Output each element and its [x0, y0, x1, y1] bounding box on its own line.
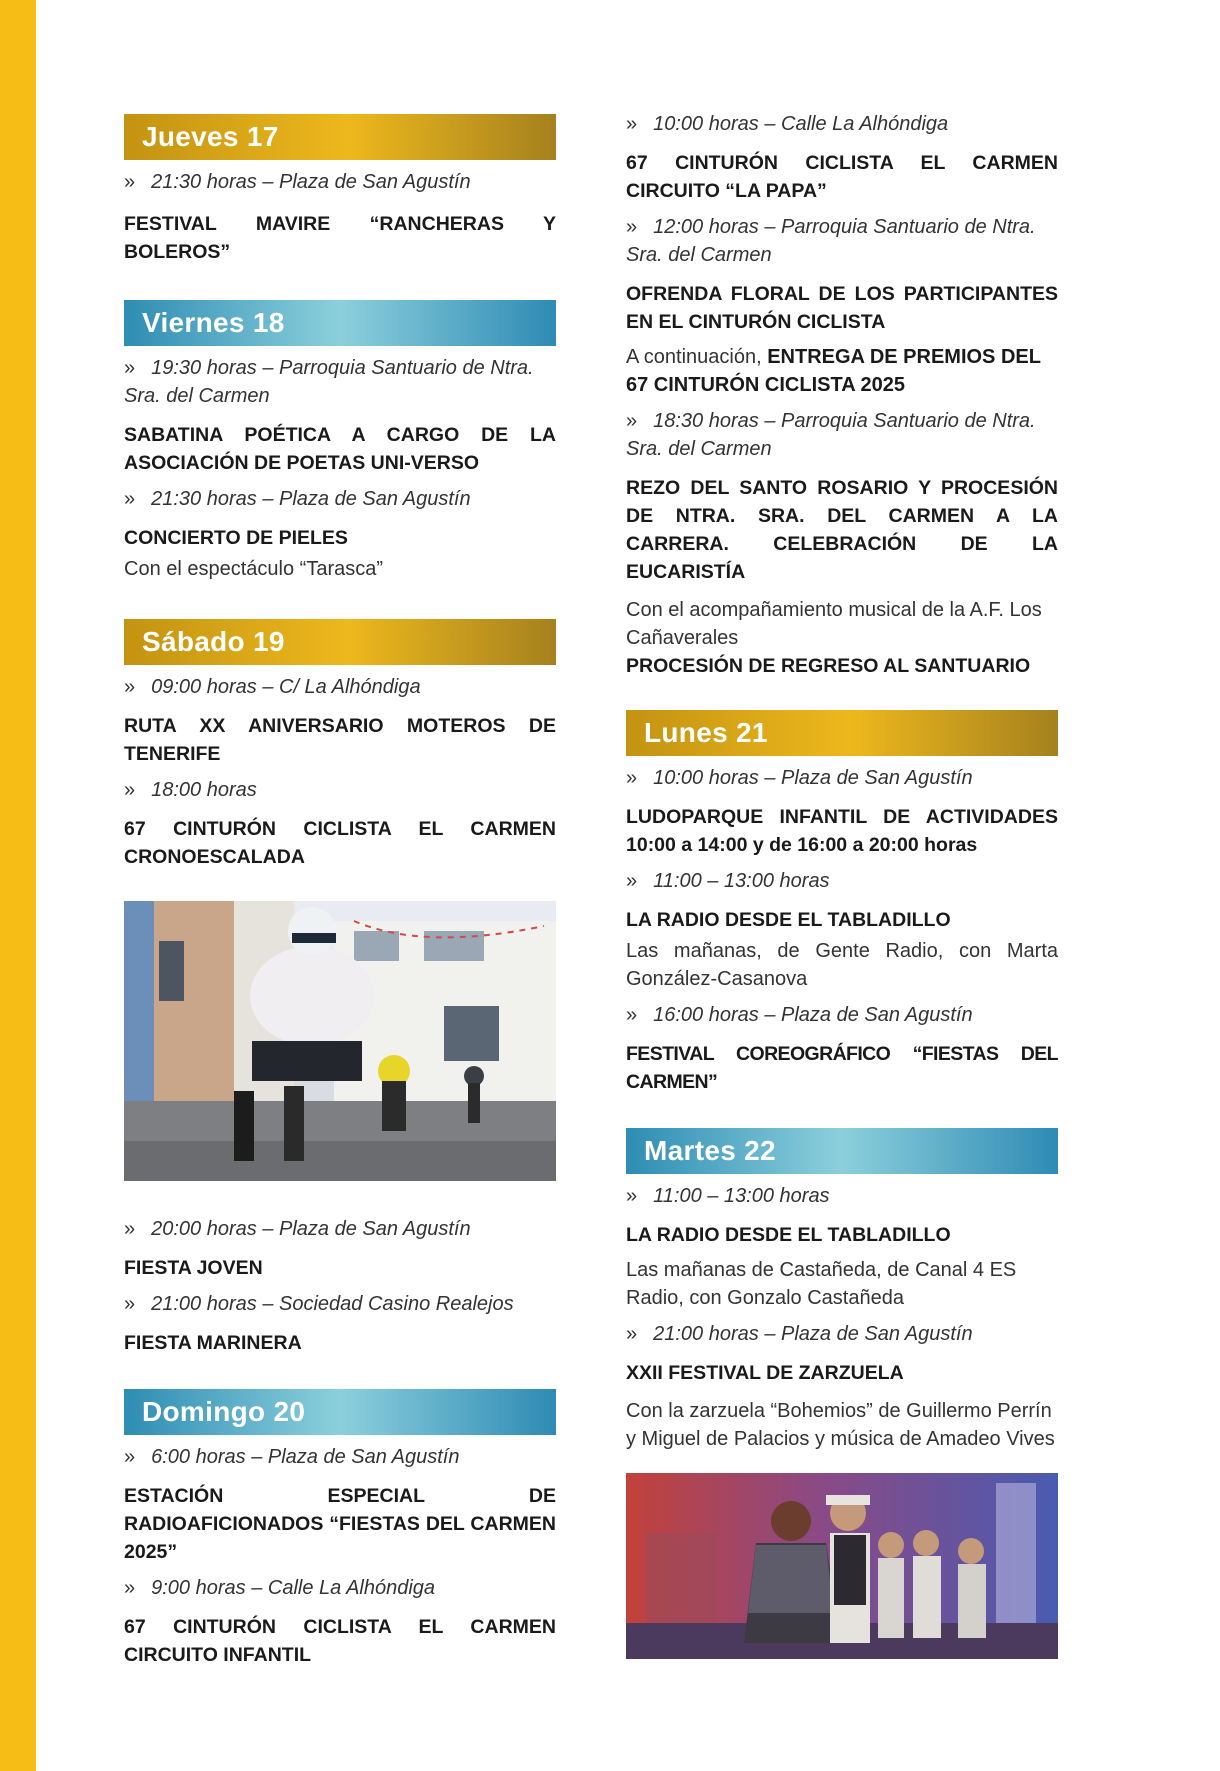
bullet-icon: » — [124, 676, 136, 698]
event-time — [124, 354, 556, 410]
event-time — [124, 1290, 556, 1318]
event-title: 67 CINTURÓN CICLISTA EL CARMEN CIRCUITO “LA PAPA” — [626, 152, 1058, 202]
time-text: 6:00 horas – Plaza de San Agustín — [151, 1446, 460, 1468]
event-time — [124, 776, 556, 804]
bullet-icon: » — [124, 1446, 136, 1468]
bullet-icon: » — [626, 767, 638, 789]
event-description — [626, 343, 1058, 399]
event-description: Las mañanas de Castañeda, de Canal 4 ES Radio, con Gonzalo Castañeda — [626, 1259, 1017, 1309]
event-time — [124, 673, 556, 701]
event-title: REZO DEL SANTO ROSARIO Y PROCESIÓN DE NTRA. SRA. DEL CARMEN A LA CARRERA. CELEBRACIÓN DE LA EUCARISTÍA — [626, 477, 1058, 583]
event-time — [124, 1443, 556, 1471]
time-text: 20:00 horas – Plaza de San Agustín — [151, 1218, 471, 1240]
cyclist-photo — [124, 901, 556, 1181]
left-column — [124, 0, 556, 1669]
event-title: 67 CINTURÓN CICLISTA EL CARMEN CIRCUITO INFANTIL — [124, 1616, 556, 1666]
event-title: CONCIERTO DE PIELES — [124, 527, 348, 549]
event-description: Con el espectáculo “Tarasca” — [124, 558, 384, 580]
time-text: 21:30 horas – Plaza de San Agustín — [151, 488, 471, 510]
event-time — [626, 110, 1058, 138]
event-title: SABATINA POÉTICA A CARGO DE LA ASOCIACIÓN DE POETAS UNI-VERSO — [124, 424, 556, 474]
event-title: FIESTA MARINERA — [124, 1332, 302, 1354]
event-time — [124, 168, 556, 196]
bullet-icon: » — [124, 171, 136, 193]
event-title: FESTIVAL COREOGRÁFICO “FIESTAS DEL CARMEN” — [626, 1043, 1058, 1093]
event-description: Con el acompañamiento musical de la A.F. Los Cañaverales — [626, 599, 1042, 649]
event-title: PROCESIÓN DE REGRESO AL SANTUARIO — [626, 655, 1031, 677]
zarzuela-photo — [626, 1473, 1058, 1659]
day-header-sabado: Sábado 19 — [124, 619, 556, 665]
event-title: XXII FESTIVAL DE ZARZUELA — [626, 1362, 904, 1384]
cyclist-photo-illustration — [124, 901, 556, 1181]
time-text: 9:00 horas – Calle La Alhóndiga — [151, 1577, 436, 1599]
time-text: 18:00 horas — [151, 779, 257, 801]
bullet-icon: » — [626, 1185, 638, 1207]
time-text: 10:00 horas – Plaza de San Agustín — [653, 767, 973, 789]
time-text: 11:00 – 13:00 horas — [653, 1185, 830, 1207]
event-time — [626, 407, 1058, 463]
bullet-icon: » — [626, 410, 638, 432]
time-text: 21:00 horas – Plaza de San Agustín — [653, 1323, 973, 1345]
time-text: 09:00 horas – C/ La Alhóndiga — [151, 676, 421, 698]
event-title: LA RADIO DESDE EL TABLADILLO — [626, 909, 951, 931]
event-title: FIESTA JOVEN — [124, 1257, 263, 1279]
event-time — [124, 1574, 556, 1602]
bullet-icon: » — [626, 1004, 638, 1026]
bullet-icon: » — [626, 1323, 638, 1345]
bullet-icon: » — [124, 488, 136, 510]
side-accent-bar — [0, 0, 36, 1771]
zarzuela-photo-illustration — [626, 1473, 1058, 1659]
time-text: 19:30 horas – Parroquia Santuario de Ntra. Sra. del Carmen — [124, 357, 534, 407]
event-title: OFRENDA FLORAL DE LOS PARTICIPANTES EN EL CINTURÓN CICLISTA — [626, 283, 1058, 333]
event-description: Las mañanas, de Gente Radio, con Marta González-Casanova — [626, 940, 1058, 990]
event-time — [626, 1182, 1058, 1210]
event-title: 67 CINTURÓN CICLISTA EL CARMEN CRONOESCALADA — [124, 818, 556, 868]
day-header-viernes: Viernes 18 — [124, 300, 556, 346]
event-time — [626, 764, 1058, 792]
event-time — [124, 485, 556, 513]
bullet-icon: » — [626, 870, 638, 892]
bullet-icon: » — [124, 1293, 136, 1315]
day-header-lunes: Lunes 21 — [626, 710, 1058, 756]
bullet-icon: » — [124, 1577, 136, 1599]
event-title: FESTIVAL MAVIRE “RANCHERAS Y BOLEROS” — [124, 213, 556, 263]
day-header-domingo: Domingo 20 — [124, 1389, 556, 1435]
right-column — [626, 0, 1058, 1659]
bullet-icon: » — [124, 1218, 136, 1240]
event-time — [626, 213, 1058, 269]
time-text: 18:30 horas – Parroquia Santuario de Ntra. Sra. del Carmen — [626, 410, 1036, 460]
event-title: LA RADIO DESDE EL TABLADILLO — [626, 1224, 951, 1246]
time-text: 11:00 – 13:00 horas — [653, 870, 830, 892]
event-time — [124, 1215, 556, 1243]
event-time — [626, 867, 1058, 895]
bullet-icon: » — [124, 357, 136, 379]
bullet-icon: » — [124, 779, 136, 801]
bullet-icon: » — [626, 216, 638, 238]
event-time — [626, 1001, 1058, 1029]
event-title: LUDOPARQUE INFANTIL DE ACTIVIDADES 10:00 a 14:00 y de 16:00 a 20:00 horas — [626, 806, 1058, 856]
time-text: 16:00 horas – Plaza de San Agustín — [653, 1004, 973, 1026]
description-prefix: A continuación, — [626, 346, 768, 368]
bullet-icon: » — [626, 113, 638, 135]
description-highlight: ENTREGA DE PREMIOS DEL 67 CINTURÓN CICLISTA 2025 — [626, 346, 1041, 396]
event-time — [626, 1320, 1058, 1348]
event-title: ESTACIÓN ESPECIAL DE RADIOAFICIONADOS “FIESTAS DEL CARMEN 2025” — [124, 1485, 556, 1563]
time-text: 21:00 horas – Sociedad Casino Realejos — [151, 1293, 514, 1315]
day-header-martes: Martes 22 — [626, 1128, 1058, 1174]
time-text: 12:00 horas – Parroquia Santuario de Ntra. Sra. del Carmen — [626, 216, 1036, 266]
time-text: 10:00 horas – Calle La Alhóndiga — [653, 113, 949, 135]
event-description: Con la zarzuela “Bohemios” de Guillermo Perrín y Miguel de Palacios y música de Amadeo Vives — [626, 1400, 1055, 1450]
event-title: RUTA XX ANIVERSARIO MOTEROS DE TENERIFE — [124, 715, 556, 765]
time-text: 21:30 horas – Plaza de San Agustín — [151, 171, 471, 193]
day-header-jueves: Jueves 17 — [124, 114, 556, 160]
